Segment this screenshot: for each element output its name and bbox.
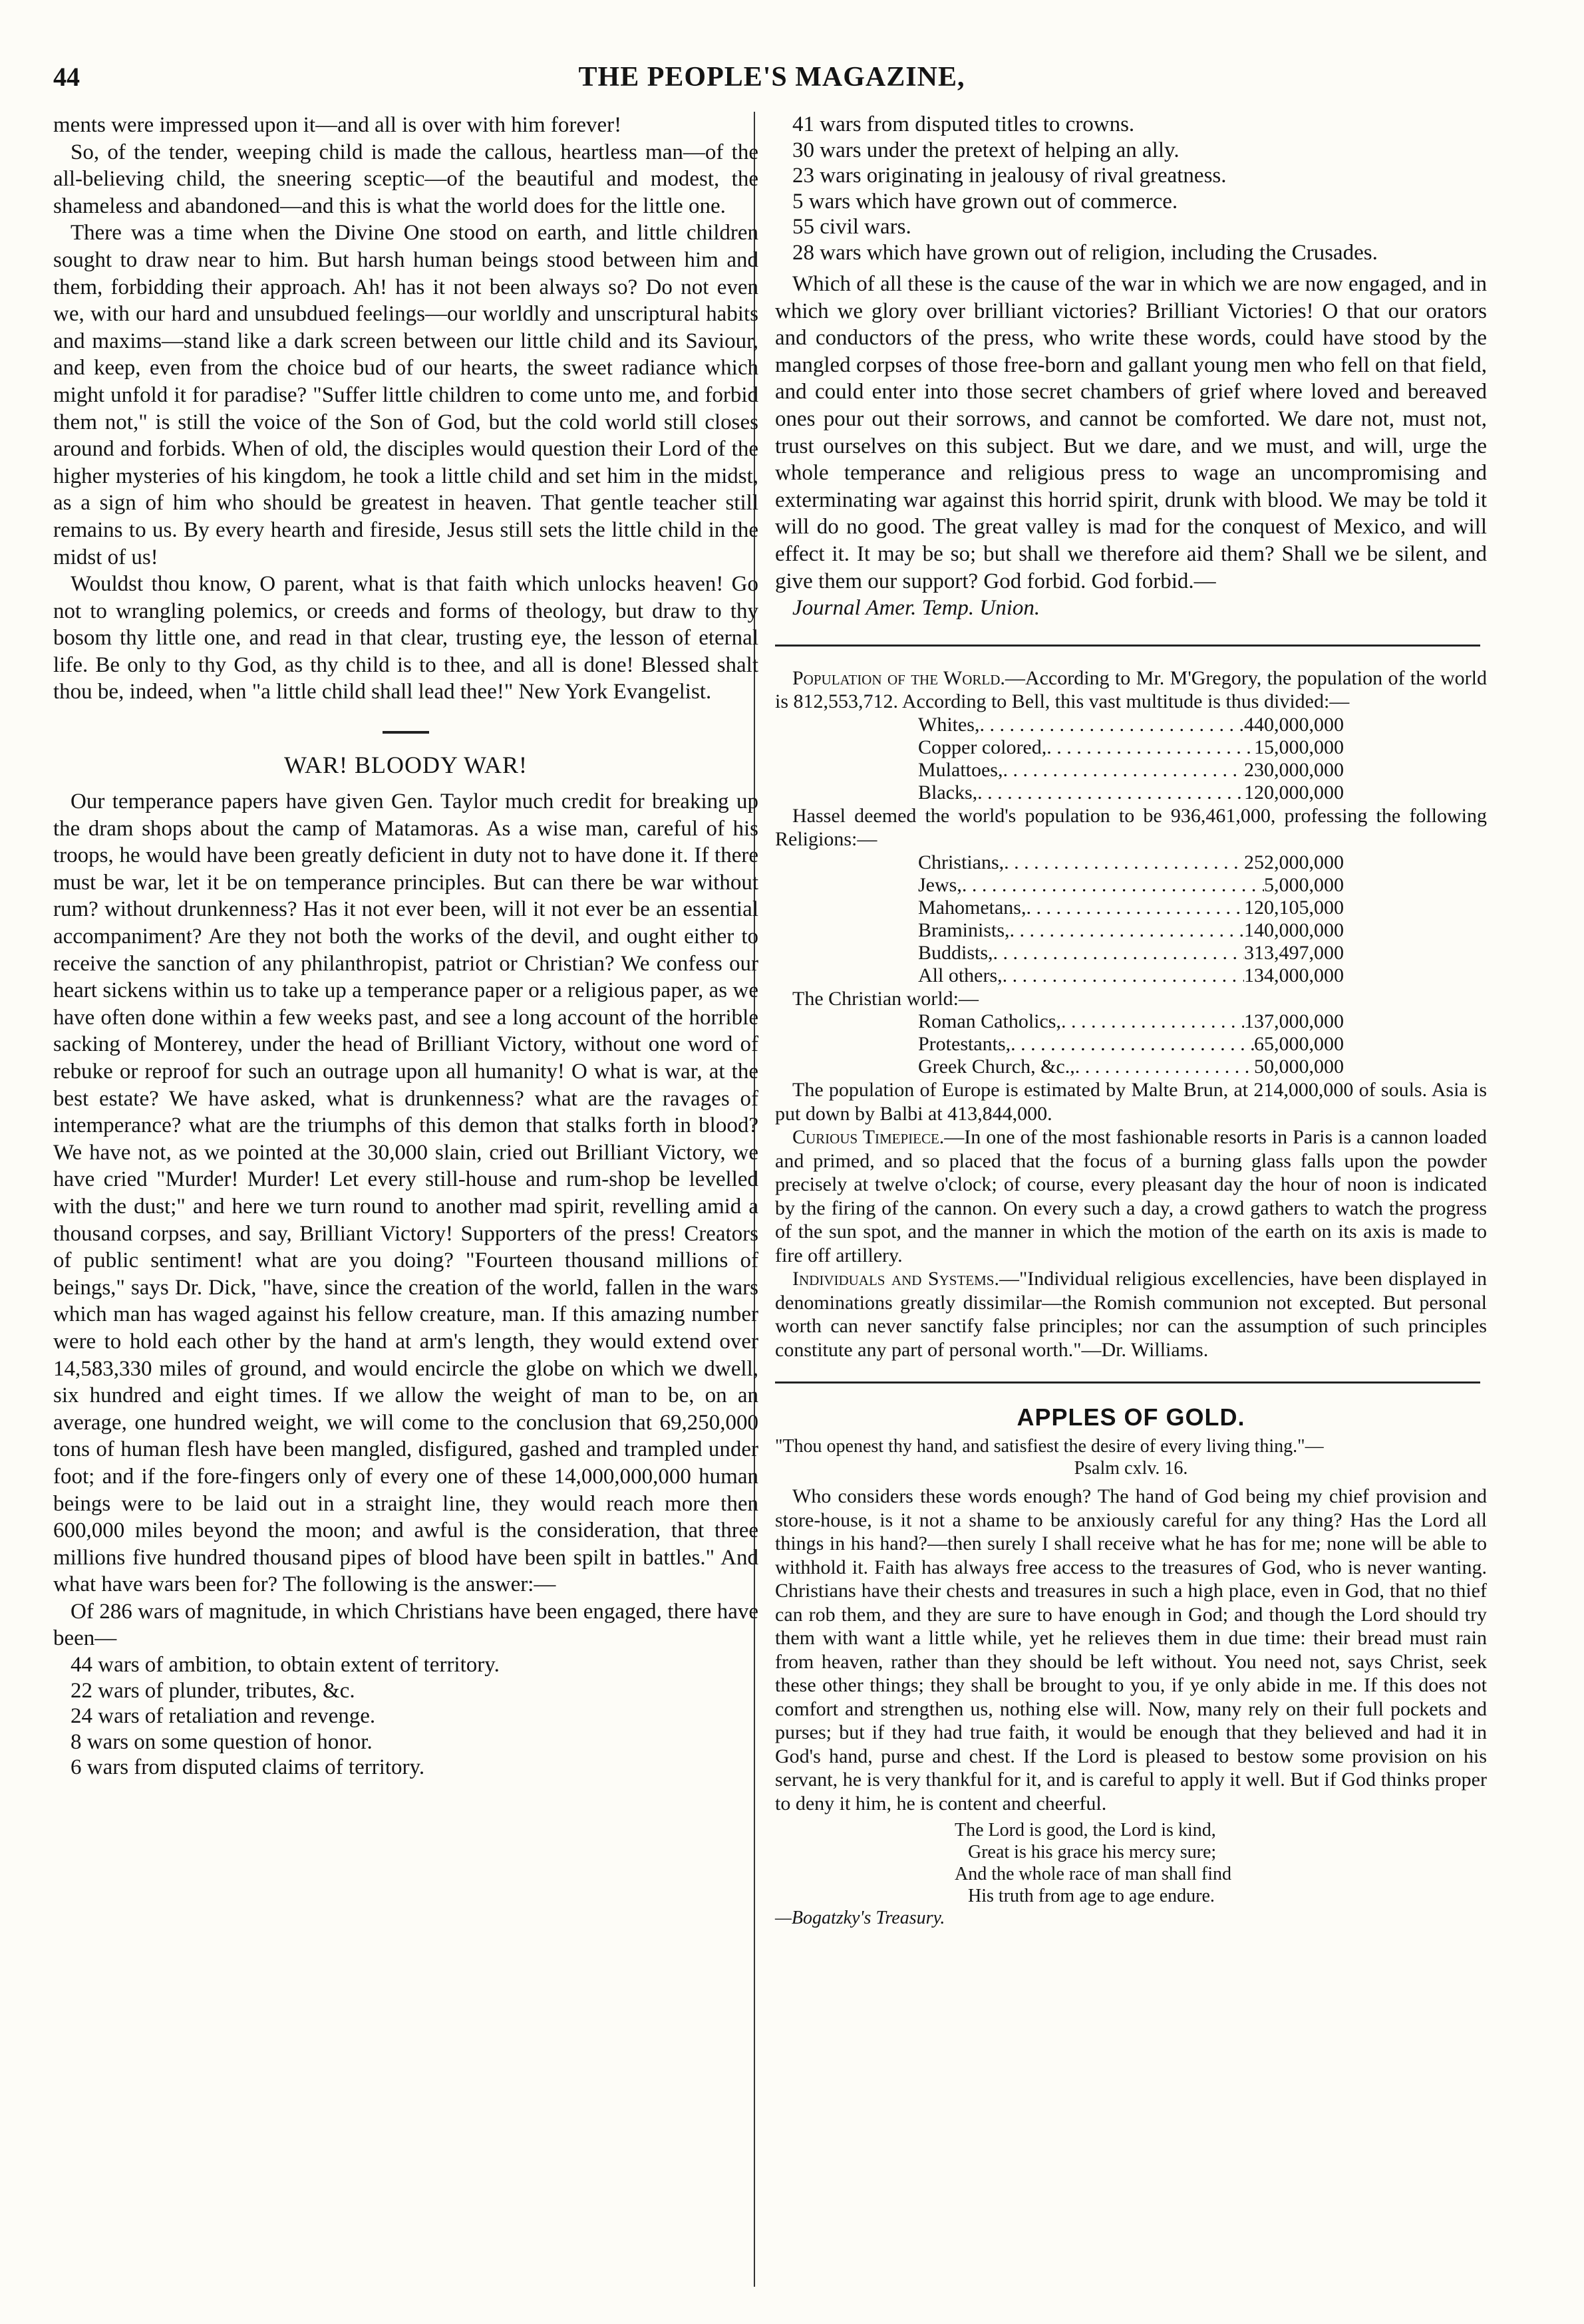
row-value: 140,000,000 — [1244, 919, 1344, 941]
table-row — [918, 736, 1344, 759]
epigraph: "Thou openest thy hand, and satisfiest the desire of every living thing."— — [775, 1436, 1324, 1457]
paragraph: Hassel deemed the world's population to be 936,461,000, professing the following Religions:— — [775, 804, 1487, 851]
paragraph: So, of the tender, weeping child is made the callous, heartless man—of the all-believing child, the sneering sceptic—of the beautiful and modest, the shameless and abandoned—and this is what the world does for the little one. — [53, 140, 758, 218]
table-row — [918, 851, 1344, 874]
table-row — [918, 964, 1344, 987]
row-label: Mulattoes, — [918, 758, 1003, 781]
war-list-continued — [775, 112, 1487, 265]
row-label: Protestants, — [918, 1033, 1011, 1056]
article-source: —Bogatzky's Treasury. — [775, 1908, 945, 1929]
table-row — [918, 942, 1344, 964]
left-column — [53, 112, 758, 1781]
verse — [955, 1819, 1487, 1907]
table-row — [918, 1033, 1344, 1056]
row-value: 15,000,000 — [1254, 736, 1344, 758]
list-item: 55 civil wars. — [792, 215, 911, 239]
row-label: Blacks, — [918, 781, 978, 803]
article-source: Journal Amer. Temp. Union. — [792, 596, 1040, 621]
row-value: 252,000,000 — [1244, 851, 1344, 873]
row-label: Jews, — [918, 873, 962, 896]
row-label: Roman Catholics, — [918, 1010, 1061, 1033]
table-row — [918, 782, 1344, 804]
item-heading: Individuals and Systems. — [792, 1268, 999, 1290]
row-value: 120,000,000 — [1244, 781, 1344, 803]
row-label: All others, — [918, 964, 1003, 986]
row-label: Mahometans, — [918, 896, 1027, 919]
article-title: APPLES OF GOLD. — [1017, 1403, 1245, 1431]
table-row — [918, 714, 1344, 736]
item-heading: Curious Timepiece. — [792, 1126, 945, 1149]
row-value: 65,000,000 — [1254, 1033, 1344, 1056]
systems-paragraph — [775, 1267, 1487, 1362]
row-label: Whites, — [918, 713, 980, 736]
right-column — [775, 112, 1487, 1929]
table-row — [918, 1056, 1344, 1078]
row-value: 440,000,000 — [1244, 713, 1344, 736]
page-number: 44 — [53, 62, 80, 92]
paragraph: Our temperance papers have given Gen. Taylor much credit for breaking up the dram shops about the camp of Matamoras. As a wise man, careful of his troops, he would have been greatly deficient in duty not to have done it. If there must be war, let it be on temperance principles. But can there be war without rum? without drunkenness? Has it not ever been, will it not ever be an essential accompaniment? Are they not both the works of the devil, and ought either to receive the sanction of any philanthropist, patriot or Christian? We confess our heart sickens within us to take up a temperance paper or a religious paper, as we have often done within a few weeks past, and see a long account of the horrible sacking of Monterey, under the head of Brilliant Victory, without one word of rebuke or reproof for such an outrage upon all humanity! O what is war, at the best estate? We have asked, what is drunkenness? what are the ravages of intemperance? what are the triumphs of this demon that stalks forth in blood? We have not, as we pointed at the 30,000 slain, cried out Brilliant Victory, we have cried "Murder! Murder! Let every still-house and rum-shop be levelled with the dust;" and here we turn round to another mad spirit, revelling amid a thousand corpses, and say, Brilliant Victory! Supporters of the press! Creators of public sentiment! what are you doing? "Fourteen thousand millions of beings," says Dr. Dick, "have, since the creation of the world, fallen in the wars which man has waged against his fellow creature, man. If this amazing number were to hold each other by the hand at arm's length, they would extend over 14,583,330 miles of ground, and would encircle the globe on which we dwell, six hundred and eight times. If we allow the weight of man to be, on an average, one hundred weight, we will come to the conclusion that 69,250,000 tons of human flesh have been mangled, disfigured, gashed and trampled under foot; and if the fore-fingers only of every one of these 14,000,000,000 human beings were to be laid out in a straight line, they would reach more then 600,000 miles beyond the moon; and awful is the consideration, that three millions five hundred thousand pipes of blood have been spilt in battles." And what have wars been for? The following is the answer:— — [53, 790, 758, 1597]
row-value: 134,000,000 — [1244, 964, 1344, 986]
paragraph: Wouldst thou know, O parent, what is that faith which unlocks heaven! Go not to wrangling polemics, or creeds and forms of theology, but draw to thy bosom thy little one, and read in that clear, trusting eye, the lesson of eternal life. Be only to thy God, as thy child is to thee, and all is done! Blessed shalt thou be, indeed, when "a little child shall lead thee!" New York Evangelist. — [53, 572, 758, 704]
item-text: —According to Mr. M'Gregory, the population of the world is 812,553,712. According to Bell, this vast multitude is thus divided:— — [775, 666, 1487, 713]
population-paragraph — [775, 666, 1487, 714]
list-item: 41 wars from disputed titles to crowns. — [792, 112, 1135, 136]
paragraph: The Christian world:— — [792, 987, 979, 1010]
list-item: 30 wars under the pretext of helping an ally. — [792, 138, 1180, 162]
verse-line: Great is his grace his mercy sure; — [968, 1842, 1217, 1863]
paragraph: Of 286 wars of magnitude, in which Christians have been engaged, there have been— — [53, 1599, 758, 1651]
row-label: Greek Church, &c., — [918, 1056, 1075, 1078]
list-item: 23 wars originating in jealousy of rival greatness. — [792, 164, 1227, 188]
running-title: THE PEOPLE'S MAGAZINE, — [578, 62, 965, 92]
list-item: 22 wars of plunder, tributes, &c. — [71, 1678, 355, 1703]
row-label: Copper colored, — [918, 736, 1047, 758]
timepiece-paragraph — [775, 1125, 1487, 1267]
war-list — [53, 1652, 758, 1781]
section-divider — [383, 731, 429, 734]
item-heading: Population of the World. — [792, 666, 1005, 689]
row-label: Braminists, — [918, 919, 1010, 941]
item-text: —"Individual religious excellencies, have been displayed in denominations greatly dissimilar—the Romish communion not excepted. But personal worth can never sanctify false principles; nor can the assumption of such principles constitute any part of personal worth."—Dr. Williams. — [775, 1268, 1488, 1361]
list-item: 5 wars which have grown out of commerce. — [792, 189, 1178, 214]
paragraph: The population of Europe is estimated by Malte Brun, at 214,000,000 of souls. Asia is put down by Balbi at 413,844,000. — [775, 1079, 1487, 1125]
row-value: 5,000,000 — [1264, 873, 1344, 896]
list-item: 6 wars from disputed claims of territory. — [71, 1755, 425, 1780]
page-header — [53, 61, 1490, 101]
epigraph-reference: Psalm cxlv. 16. — [1074, 1458, 1188, 1479]
paragraph: There was a time when the Divine One stood on earth, and little children sought to draw near to him. But harsh human beings stood between him and them, forbidding their approach. Ah! has it not been always so? Do not even we, with our hard and unsubdued feelings—our worldly and unscriptural habits and maxims—stand like a dark screen between our little child and its Saviour, and keep, even from the choice bud of our hearts, the sweet radiance which might unfold it for paradise? "Suffer little children to come unto me, and forbid them not," is still the voice of the Son of God, but the cold world still closes around and forbids. When of old, the disciples would question their Lord of the higher mysteries of his kingdom, he took a little child and set him in the midst, as a sign of him who should be greatest in heaven. That gentle teacher still remains to us. By every hearth and fireside, Jesus still sets the little child in the midst of us! — [53, 221, 758, 569]
section-divider — [775, 645, 1480, 647]
population-table — [918, 714, 1487, 804]
list-item: 28 wars which have grown out of religion, including the Crusades. — [792, 240, 1378, 265]
verse-line: And the whole race of man shall find — [955, 1864, 1231, 1885]
table-row — [918, 919, 1344, 942]
row-value: 50,000,000 — [1254, 1056, 1344, 1078]
row-value: 313,497,000 — [1244, 941, 1344, 964]
section-divider — [775, 1381, 1480, 1383]
row-label: Buddists, — [918, 941, 993, 964]
row-label: Christians, — [918, 851, 1005, 873]
row-value: 120,105,000 — [1244, 896, 1344, 919]
paragraph: Which of all these is the cause of the war in which we are now engaged, and in which we glory over brilliant victories? Brilliant Victories! O that our orators and conductors of the press, who write these words, could have stood by the mangled corpses of those free-born and gallant young men who fell on that field, and could enter into those secret chambers of grief where loved and bereaved ones pour out their sorrows, and cannot be comforted. We dare not, must not, trust ourselves on this subject. But we dare, and we must, and will, urge the whole temperance and religious press to wage an uncompromising and exterminating war against this horrid spirit, drunk with blood. We may be told it will do no good. The great valley is mad for the conquest of Mexico, and will effect it. It may be so; but shall we therefore aid them? Shall we be silent, and give them our support? God forbid. God forbid.— — [775, 272, 1487, 593]
table-row — [918, 1010, 1344, 1033]
verse-line: The Lord is good, the Lord is kind, — [955, 1820, 1216, 1841]
row-value: 137,000,000 — [1244, 1010, 1344, 1033]
item-text: —In one of the most fashionable resorts in Paris is a cannon loaded and primed, and so placed that the focus of a burning glass falls upon the powder precisely at twelve o'clock; of course, every pleasant day the hour of noon is indicated by the firing of the cannon. On every such a day, a crowd gathers to watch the progress of the sun spot, and the manner in which the motion of the earth on its axis is made to fire off artillery. — [775, 1126, 1488, 1266]
article-title: WAR! BLOODY WAR! — [284, 752, 528, 779]
verse-line: His truth from age to age endure. — [968, 1886, 1215, 1907]
list-item: 8 wars on some question of honor. — [71, 1729, 373, 1754]
table-row — [918, 759, 1344, 782]
paragraph: Who considers these words enough? The hand of God being my chief provision and store-house, is it not a shame to be anxiously careful for any thing? Has the Lord all things in his hand?—then surely I shall receive what he has for me; none will be able to withhold it. Faith has always free access to the treasures of God, who is never wanting. Christians have their chests and treasures in such a high place, even in God, that no thief can rob them, and they are sure to have enough in God; and though the Lord should try them with want a little while, yet he relieves them in due time: their bread must rain from heaven, rather than they should be left without. You need not, says Christ, seek these other things; they shall be brought to you, if ye only abide in me. If this does not comfort and strengthen us, nothing else will. Now, many rely on their full pockets and purses; but if they had true faith, it would be enough that they believed and had it in God's hand, purse and chest. If the Lord is pleased to bestow some provision on his servant, he is very thankful for it, and is careful to apply it well. But if God thinks proper to deny it him, he is content and cheerful. — [775, 1485, 1487, 1815]
religion-table — [918, 851, 1487, 987]
row-value: 230,000,000 — [1244, 758, 1344, 781]
table-row — [918, 897, 1344, 919]
denomination-table — [918, 1010, 1487, 1078]
table-row — [918, 874, 1344, 897]
list-item: 24 wars of retaliation and revenge. — [71, 1704, 376, 1729]
list-item: 44 wars of ambition, to obtain extent of territory. — [71, 1653, 500, 1677]
paragraph: ments were impressed upon it—and all is over with him forever! — [53, 113, 622, 137]
